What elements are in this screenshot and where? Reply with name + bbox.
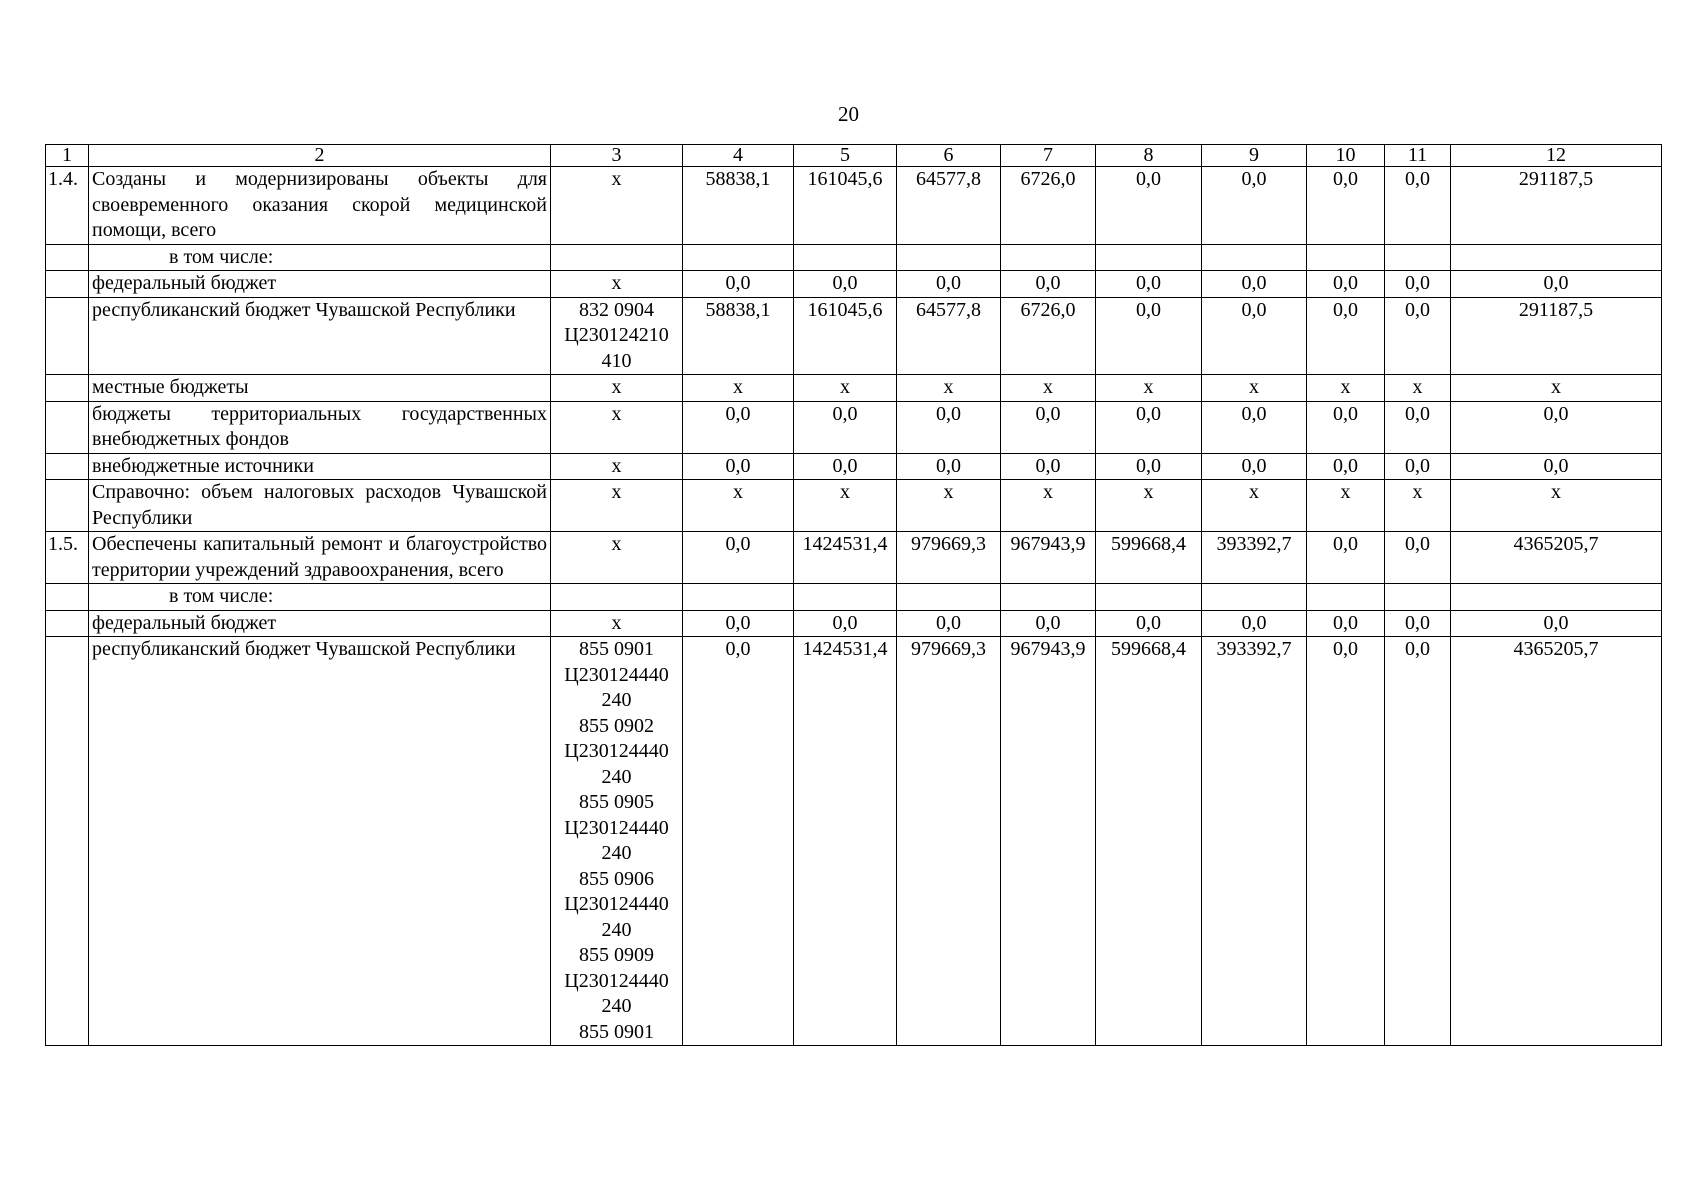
- value-cell: x: [897, 375, 1001, 402]
- value-cell: 0,0: [897, 610, 1001, 637]
- value-cell: x: [683, 480, 794, 532]
- value-cell: 0,0: [897, 401, 1001, 453]
- value-cell: 599668,4: [1096, 637, 1202, 1046]
- budget-code-line: 240: [601, 765, 632, 788]
- row-label: республиканский бюджет Чувашской Республики: [89, 297, 551, 375]
- value-cell: 0,0: [683, 637, 794, 1046]
- budget-code-line: 855 0901: [579, 1020, 654, 1043]
- budget-code: [551, 584, 683, 611]
- value-cell: x: [1001, 480, 1096, 532]
- value-cell: 0,0: [683, 453, 794, 480]
- value-cell: 0,0: [1385, 167, 1451, 245]
- table-row: [46, 453, 1662, 480]
- value-cell: [1307, 244, 1385, 271]
- budget-code-line: 240: [601, 689, 632, 711]
- budget-code: x: [551, 401, 683, 453]
- value-cell: [1001, 244, 1096, 271]
- table-row: [46, 637, 1662, 1046]
- value-cell: [683, 584, 794, 611]
- header-cell: 12: [1451, 145, 1662, 167]
- value-cell: 161045,6: [794, 297, 897, 375]
- value-cell: x: [897, 480, 1001, 532]
- budget-code-line: 855 0902: [579, 714, 654, 737]
- value-cell: 0,0: [1202, 297, 1307, 375]
- value-cell: 58838,1: [683, 297, 794, 375]
- row-label: федеральный бюджет: [89, 610, 551, 637]
- value-cell: [794, 244, 897, 271]
- header-cell: 6: [897, 145, 1001, 167]
- budget-code-line: Ц230124440: [564, 816, 669, 839]
- value-cell: 393392,7: [1202, 637, 1307, 1046]
- budget-code-line: 240: [601, 995, 632, 1017]
- value-cell: [1202, 244, 1307, 271]
- value-cell: 58838,1: [683, 167, 794, 245]
- value-cell: 967943,9: [1001, 532, 1096, 584]
- value-cell: 0,0: [1202, 271, 1307, 298]
- row-number: [46, 610, 89, 637]
- row-label: бюджеты территориальных государственных внебюджетных фондов: [89, 401, 551, 453]
- value-cell: x: [794, 480, 897, 532]
- header-cell: 10: [1307, 145, 1385, 167]
- value-cell: 0,0: [1385, 610, 1451, 637]
- value-cell: 161045,6: [794, 167, 897, 245]
- value-cell: 291187,5: [1451, 167, 1662, 245]
- row-label: федеральный бюджет: [89, 271, 551, 298]
- budget-code-line: 855 0905: [579, 791, 654, 813]
- value-cell: [1202, 584, 1307, 611]
- value-cell: 0,0: [794, 271, 897, 298]
- value-cell: 0,0: [1385, 271, 1451, 298]
- value-cell: 1424531,4: [794, 637, 897, 1046]
- row-label: Справочно: объем налоговых расходов Чувашской Республики: [89, 480, 551, 532]
- value-cell: 0,0: [1096, 271, 1202, 298]
- budget-code: x: [551, 532, 683, 584]
- table-row: [46, 271, 1662, 298]
- value-cell: [1307, 584, 1385, 611]
- value-cell: 0,0: [794, 453, 897, 480]
- row-number: [46, 297, 89, 375]
- value-cell: [897, 244, 1001, 271]
- header-cell: 7: [1001, 145, 1096, 167]
- header-cell: 9: [1202, 145, 1307, 167]
- table-row: [46, 297, 1662, 375]
- value-cell: x: [1307, 480, 1385, 532]
- value-cell: 0,0: [1307, 167, 1385, 245]
- value-cell: 64577,8: [897, 297, 1001, 375]
- value-cell: 4365205,7: [1451, 532, 1662, 584]
- budget-code-line: 855 0909: [579, 944, 654, 966]
- value-cell: [1451, 244, 1662, 271]
- value-cell: 0,0: [794, 610, 897, 637]
- value-cell: x: [794, 375, 897, 402]
- value-cell: 0,0: [683, 271, 794, 298]
- value-cell: x: [683, 375, 794, 402]
- value-cell: 0,0: [1001, 401, 1096, 453]
- header-cell: 2: [89, 145, 551, 167]
- budget-code-line: Ц230124440: [564, 663, 669, 686]
- value-cell: 0,0: [1307, 453, 1385, 480]
- value-cell: x: [1385, 375, 1451, 402]
- value-cell: [897, 584, 1001, 611]
- value-cell: 0,0: [1451, 401, 1662, 453]
- budget-code: x: [551, 271, 683, 298]
- budget-code: x: [551, 167, 683, 245]
- row-number: [46, 375, 89, 402]
- row-number: [46, 401, 89, 453]
- table-row: [46, 480, 1662, 532]
- header-cell: 3: [551, 145, 683, 167]
- value-cell: 6726,0: [1001, 167, 1096, 245]
- value-cell: [1451, 584, 1662, 611]
- value-cell: 0,0: [1385, 532, 1451, 584]
- value-cell: 599668,4: [1096, 532, 1202, 584]
- header-cell: 5: [794, 145, 897, 167]
- budget-code: [551, 637, 683, 1046]
- value-cell: x: [1096, 480, 1202, 532]
- value-cell: x: [1096, 375, 1202, 402]
- value-cell: 0,0: [1385, 637, 1451, 1046]
- budget-table: [45, 144, 1662, 1046]
- budget-code: 832 0904 Ц230124210 410: [551, 297, 683, 375]
- value-cell: 0,0: [1385, 297, 1451, 375]
- row-number: 1.5.: [46, 532, 89, 584]
- value-cell: 979669,3: [897, 637, 1001, 1046]
- value-cell: 0,0: [1096, 297, 1202, 375]
- budget-code: [551, 244, 683, 271]
- row-number: [46, 244, 89, 271]
- table-row: [46, 375, 1662, 402]
- row-number: [46, 637, 89, 1046]
- page-number: 20: [838, 102, 859, 126]
- value-cell: 0,0: [1096, 401, 1202, 453]
- value-cell: x: [1385, 480, 1451, 532]
- value-cell: x: [1451, 375, 1662, 402]
- budget-code-line: 855 0906: [579, 867, 654, 890]
- value-cell: x: [1202, 375, 1307, 402]
- value-cell: [683, 244, 794, 271]
- value-cell: 0,0: [1096, 610, 1202, 637]
- budget-code-line: Ц230124440: [564, 740, 669, 762]
- value-cell: 0,0: [1307, 401, 1385, 453]
- budget-code: x: [551, 453, 683, 480]
- row-label: местные бюджеты: [89, 375, 551, 402]
- header-cell: 8: [1096, 145, 1202, 167]
- value-cell: 979669,3: [897, 532, 1001, 584]
- value-cell: 0,0: [1385, 453, 1451, 480]
- row-number: [46, 584, 89, 611]
- value-cell: 0,0: [897, 453, 1001, 480]
- value-cell: 0,0: [1307, 532, 1385, 584]
- value-cell: 0,0: [1202, 401, 1307, 453]
- value-cell: 0,0: [1001, 610, 1096, 637]
- value-cell: 0,0: [1096, 453, 1202, 480]
- budget-code: x: [551, 375, 683, 402]
- value-cell: 0,0: [1001, 453, 1096, 480]
- header-row: [46, 145, 1662, 167]
- row-number: [46, 480, 89, 532]
- table-row: [46, 610, 1662, 637]
- value-cell: 0,0: [1307, 271, 1385, 298]
- value-cell: 0,0: [1451, 271, 1662, 298]
- value-cell: 291187,5: [1451, 297, 1662, 375]
- value-cell: 967943,9: [1001, 637, 1096, 1046]
- value-cell: 0,0: [897, 271, 1001, 298]
- value-cell: [794, 584, 897, 611]
- value-cell: x: [1001, 375, 1096, 402]
- row-label: республиканский бюджет Чувашской Республики: [89, 637, 551, 1046]
- section-total-row: [46, 532, 1662, 584]
- value-cell: 0,0: [683, 401, 794, 453]
- section-total-row: [46, 167, 1662, 245]
- value-cell: 393392,7: [1202, 532, 1307, 584]
- value-cell: [1385, 244, 1451, 271]
- value-cell: [1096, 584, 1202, 611]
- value-cell: [1096, 244, 1202, 271]
- budget-code-line: Ц230124440: [564, 893, 669, 915]
- value-cell: 1424531,4: [794, 532, 897, 584]
- header-cell: 1: [46, 145, 89, 167]
- header-cell: 4: [683, 145, 794, 167]
- value-cell: 0,0: [1307, 297, 1385, 375]
- value-cell: 64577,8: [897, 167, 1001, 245]
- value-cell: 0,0: [1451, 453, 1662, 480]
- value-cell: 0,0: [1096, 167, 1202, 245]
- value-cell: 0,0: [1385, 401, 1451, 453]
- value-cell: x: [1307, 375, 1385, 402]
- row-label: внебюджетные источники: [89, 453, 551, 480]
- budget-code-line: 855 0901: [579, 638, 654, 660]
- value-cell: 0,0: [1202, 453, 1307, 480]
- row-number: 1.4.: [46, 167, 89, 245]
- budget-code-line: 240: [601, 842, 632, 864]
- value-cell: 0,0: [1307, 637, 1385, 1046]
- header-cell: 11: [1385, 145, 1451, 167]
- budget-code-line: Ц230124440: [564, 969, 669, 992]
- value-cell: 0,0: [683, 610, 794, 637]
- row-title: Созданы и модернизированы объекты для своевременного оказания скорой медицинской помощи, всего: [89, 167, 551, 245]
- budget-code: x: [551, 610, 683, 637]
- value-cell: 0,0: [1202, 167, 1307, 245]
- budget-code-line: 240: [601, 918, 632, 941]
- row-title: Обеспечены капитальный ремонт и благоустройство территории учреждений здравоохранения, всего: [89, 532, 551, 584]
- value-cell: [1001, 584, 1096, 611]
- value-cell: 0,0: [1307, 610, 1385, 637]
- value-cell: [1385, 584, 1451, 611]
- including-label: в том числе:: [89, 584, 551, 611]
- row-number: [46, 453, 89, 480]
- including-row: [46, 244, 1662, 271]
- budget-code: x: [551, 480, 683, 532]
- value-cell: 0,0: [1001, 271, 1096, 298]
- row-number: [46, 271, 89, 298]
- including-row: [46, 584, 1662, 611]
- value-cell: 6726,0: [1001, 297, 1096, 375]
- table-row: [46, 401, 1662, 453]
- value-cell: 0,0: [1202, 610, 1307, 637]
- value-cell: 0,0: [1451, 610, 1662, 637]
- value-cell: x: [1451, 480, 1662, 532]
- value-cell: 4365205,7: [1451, 637, 1662, 1046]
- value-cell: x: [1202, 480, 1307, 532]
- value-cell: 0,0: [794, 401, 897, 453]
- including-label: в том числе:: [89, 244, 551, 271]
- value-cell: 0,0: [683, 532, 794, 584]
